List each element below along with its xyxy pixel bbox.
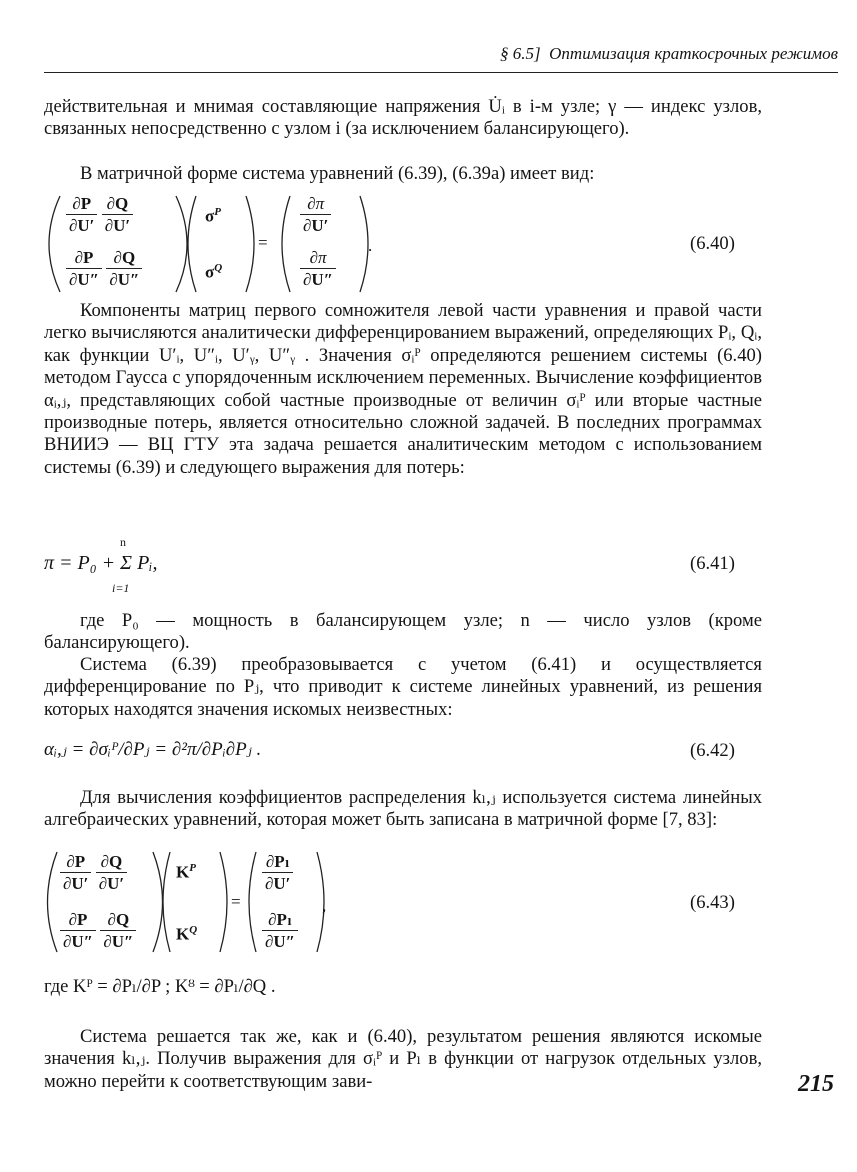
eq641-lower: i=1 <box>112 581 130 595</box>
eq643-k-q: $K^Q$ <box>176 924 198 944</box>
page-number: 215 <box>798 1071 834 1097</box>
paragraph-3: Компоненты матриц первого сомножителя левой части уравнения и правой части легко вычисляются аналитически дифференцированием выражений, определяющих Pᵢ, Qᵢ, как функции U′ᵢ, U″ᵢ, U′ᵧ, U″ᵧ . Значения σᵢᴾ определяются решением системы (6.40) методом Гаусса с упорядоченным исключением переменных. Вычисление коэффициентов αᵢ,ⱼ, представляющих собой частные производные от величин σᵢᴾ или вторые частные производные потерь, является относительно сложной задачей. В последних программах ВНИИЭ — ВЦ ГТУ эта задача решается аналитическим методом с использованием системы (6.39) и следующего выражения для потерь: <box>44 300 762 478</box>
eq643-number: (6.43) <box>690 892 735 913</box>
eq643-r1: $\frac{\text{∂Pₗ}}{\partial U'}$ <box>262 852 293 893</box>
eq640-r1: $\frac{\partial\pi}{\partial U'}$ <box>300 194 331 235</box>
eq640-dot: . <box>368 236 373 255</box>
paragraph-4: где P₀ — мощность в балансирующем узле; n — число узлов (кроме балансирующего). <box>44 610 762 654</box>
eq640-sigma-q: $\sigma^Q$ <box>205 262 223 282</box>
eq643-r2: $\frac{\text{∂Pₗ}}{\partial U''}$ <box>262 910 298 951</box>
eq642-number: (6.42) <box>690 740 735 761</box>
paragraph-6: Для вычисления коэффициентов распределения kₗ,ⱼ используется система линейных алгебраических уравнений, которая может быть записана в матричной форме [7, 83]: <box>44 787 762 831</box>
paragraph-1: действительная и мнимая составляющие напряжения U̇ᵢ в i-м узле; γ — индекс узлов, связанных непосредственно с узлом i (за исключением балансирующего). <box>44 96 762 140</box>
eq643-comma: , <box>322 896 327 915</box>
eq641-number: (6.41) <box>690 553 735 574</box>
eq640-m11: $\frac{\partial P}{\partial U'}$ $\frac{\partial Q}{\partial U'}$ <box>66 194 133 235</box>
eq640-r2: $\frac{\partial\pi}{\partial U''}$ <box>300 248 336 289</box>
eq643-where: где Kᴾ = ∂Pₗ/∂P ; Kᴽ = ∂Pₗ/∂Q . <box>44 976 276 997</box>
eq640-equals: = <box>258 233 268 252</box>
eq640-sigma-p: $\sigma^P$ <box>205 206 221 226</box>
paragraph-5: Система (6.39) преобразовывается с учетом (6.41) и осуществляется дифференцирование по Pⱼ, что приводит к системе линейных уравнений, из решения которых находятся значения искомых неизвестных: <box>44 654 762 720</box>
eq641-body: π = P₀ + Σ Pᵢ, <box>44 552 158 574</box>
paragraph-2: В матричной форме система уравнений (6.39), (6.39а) имеет вид: <box>80 163 595 184</box>
paragraph-7: Система решается так же, как и (6.40), результатом решения являются искомые значения kₗ,ⱼ. Получив выражения для σᵢᴾ и Pₗ в функции от нагрузок отдельных узлов, можно перейти к соответствующим зави- <box>44 1026 762 1092</box>
eq643-m11: $\frac{\partial P}{\partial U'}$ $\frac{\partial Q}{\partial U'}$ <box>60 852 127 893</box>
eq643-m21: $\frac{\partial P}{\partial U''}$ $\frac{\partial Q}{\partial U''}$ <box>60 910 136 951</box>
eq643-equals: = <box>231 892 241 911</box>
header-section: § 6.5] <box>500 44 541 63</box>
eq643-k-p: $K^P$ <box>176 862 196 882</box>
eq641-upper: n <box>120 535 126 549</box>
eq642-body: αᵢ,ⱼ = ∂σᵢᴾ/∂Pⱼ = ∂²π/∂Pᵢ∂Pⱼ . <box>44 739 262 760</box>
eq640-number: (6.40) <box>690 233 735 254</box>
eq640-m21: $\frac{\partial P}{\partial U''}$ $\frac{\partial Q}{\partial U''}$ <box>66 248 142 289</box>
header-title: Оптимизация краткосрочных режимов <box>549 44 838 63</box>
